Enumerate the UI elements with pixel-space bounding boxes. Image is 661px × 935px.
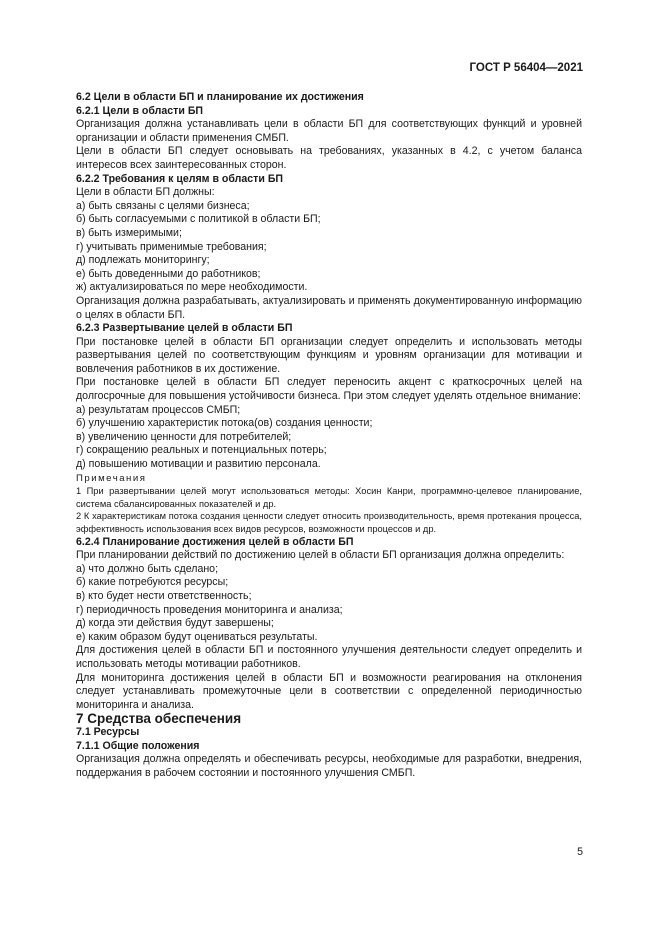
section-6-2-2-title: 6.2.2 Требования к целям в области БП [76, 172, 284, 185]
notes-title: Примечания [76, 472, 147, 484]
section-6-2-2-outro: Организация должна разрабатывать, актуализировать и применять документированную информацию о целях в области БП. [76, 294, 582, 321]
section-6-2-3-paragraph-1: При постановке целей в области БП организации следует определить и использовать методы развертывания целей по соответствующим функциям и уровням организации для мотивации и вовлечения работников в их достижение. [76, 335, 582, 375]
list-item: б) улучшению характеристик потока(ов) создания ценности; [76, 417, 373, 430]
list-item: а) быть связаны с целями бизнеса; [76, 199, 250, 212]
list-item: д) когда эти действия будут завершены; [76, 617, 274, 630]
section-6-2-title: 6.2 Цели в области БП и планирование их достижения [76, 91, 364, 103]
section-6-2-3-title: 6.2.3 Развертывание целей в области БП [76, 322, 293, 335]
list-item: б) какие потребуются ресурсы; [76, 576, 229, 589]
section-6-2-4-paragraph-1: Для достижения целей в области БП и постоянного улучшения деятельности следует определить и использовать методы мотивации работников. [76, 644, 582, 670]
section-6-2-3-paragraph-2: При постановке целей в области БП следует переносить акцент с краткосрочных целей на долгосрочные для повышения устойчивости бизнеса. При этом следует уделять отдельное внимание: [76, 376, 582, 403]
section-6-2-2-intro: Цели в области БП должны: [76, 186, 215, 199]
list-item: в) кто будет нести ответственность; [76, 589, 252, 602]
section-6-2-1-paragraph-1: Организация должна устанавливать цели в области БП для соответствующих функций и уровней организации и области применения СМБП. [76, 118, 582, 144]
list-item: е) быть доведенными до работников; [76, 267, 261, 280]
list-item: в) быть измеримыми; [76, 226, 182, 239]
page-content [76, 91, 582, 780]
section-6-2-4-paragraph-2: Для мониторинга достижения целей в области БП и возможности реагирования на отклонения следует устанавливать промежуточные цели в соответствии с определенной периодичностью мониторинга и анализа. [76, 671, 582, 711]
note-2: 2 К характеристикам потока создания ценности следует относить производительность, время протекания процесса, эффективность использования всех видов ресурсов, возможности процессов и др. [76, 511, 582, 534]
section-6-2-1-title: 6.2.1 Цели в области БП [76, 104, 204, 117]
list-item: г) периодичность проведения мониторинга и анализа; [76, 603, 343, 616]
list-item: в) увеличению ценности для потребителей; [76, 430, 292, 443]
list-item: г) учитывать применимые требования; [76, 240, 267, 253]
list-item: а) результатам процессов СМБП; [76, 403, 241, 416]
list-item: б) быть согласуемыми с политикой в области БП; [76, 213, 321, 226]
list-item: а) что должно быть сделано; [76, 562, 219, 575]
section-7-1-title: 7.1 Ресурсы [76, 725, 140, 738]
list-item: д) подлежать мониторингу; [76, 254, 210, 267]
section-6-2-4-intro: При планировании действий по достижению целей в области БП организация должна определить: [76, 549, 565, 562]
page-number: 5 [577, 846, 583, 858]
list-item: д) повышению мотивации и развитию персонала. [76, 458, 321, 471]
section-6-2-4-title: 6.2.4 Планирование достижения целей в области БП [76, 535, 354, 548]
list-item: ж) актуализироваться по мере необходимости. [76, 281, 308, 294]
note-1: 1 При развертывании целей могут использоваться методы: Хосин Канри, программно-целевое планирование, система сбалансированных показателей и др. [76, 486, 582, 509]
section-7-1-1-paragraph-1: Организация должна определять и обеспечивать ресурсы, необходимые для разработки, внедрения, поддержания в рабочем состоянии и постоянного улучшения СМБП. [76, 753, 582, 779]
list-item: е) каким образом будут оцениваться результаты. [76, 630, 318, 643]
section-7-title: 7 Средства обеспечения [76, 711, 242, 727]
document-id-header: ГОСТ Р 56404—2021 [469, 62, 583, 74]
section-7-1-1-title: 7.1.1 Общие положения [76, 739, 200, 752]
section-6-2-1-paragraph-2: Цели в области БП следует основывать на требованиях, указанных в 4.2, с учетом баланса интересов всех заинтересованных сторон. [76, 145, 582, 171]
list-item: г) сокращению реальных и потенциальных потерь; [76, 444, 327, 457]
